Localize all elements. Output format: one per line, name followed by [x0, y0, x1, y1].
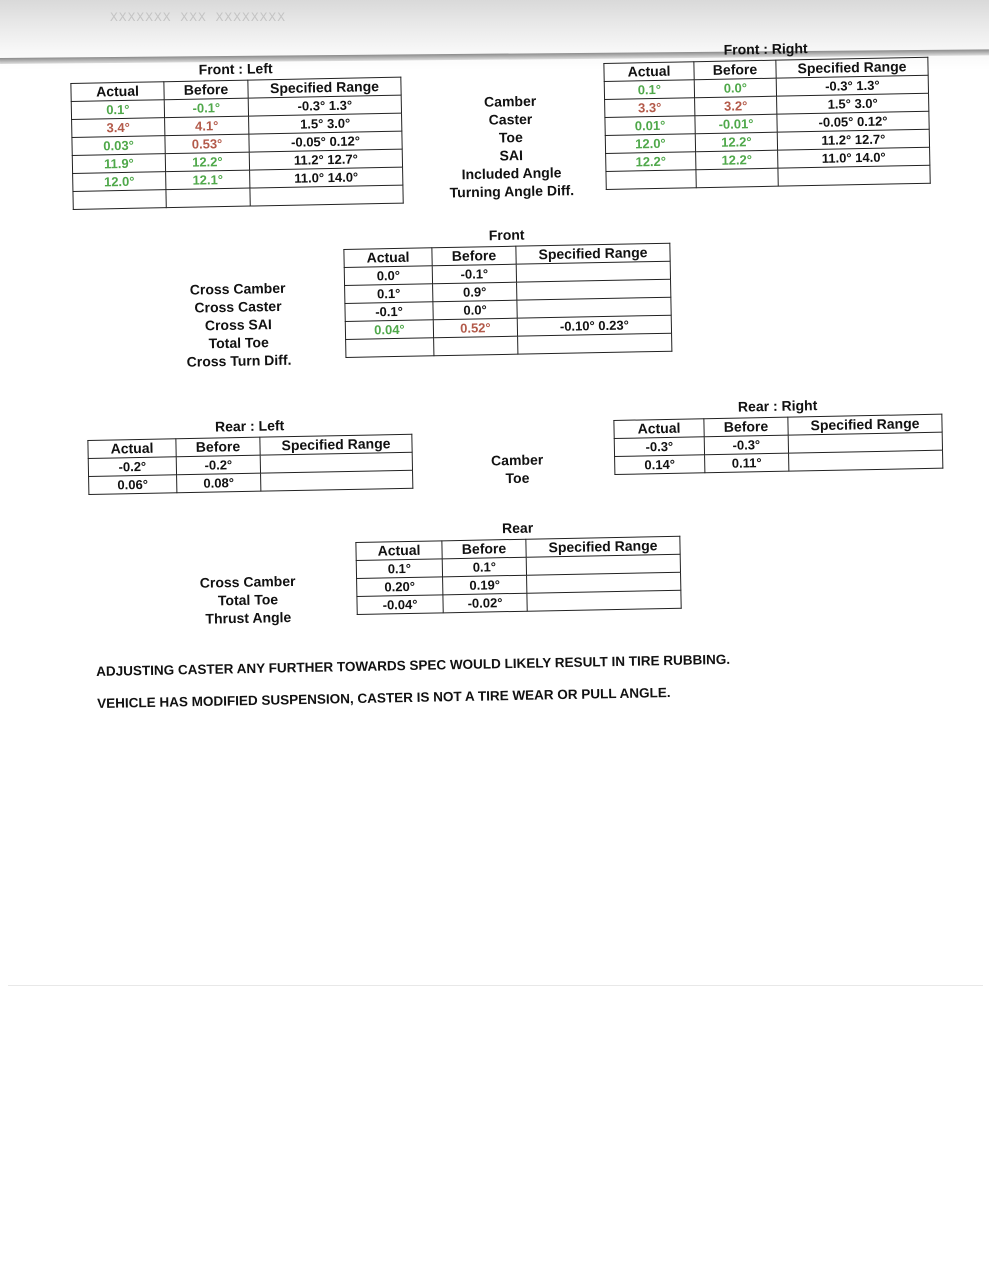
actual-cell: 3.4° — [72, 118, 165, 138]
header-actual: Actual — [356, 541, 442, 561]
actual-cell: 0.0° — [344, 266, 432, 286]
front-right-section — [603, 38, 931, 190]
actual-cell: 0.03° — [72, 136, 165, 156]
label-toe: Toe — [498, 129, 523, 146]
actual-cell: 12.0° — [605, 134, 695, 154]
header-before: Before — [442, 539, 526, 559]
range-cell — [778, 165, 930, 186]
label-cross-turn-diff: Cross Turn Diff. — [186, 351, 292, 370]
label-toe: Toe — [505, 469, 530, 487]
header-actual: Actual — [88, 439, 176, 459]
header-before: Before — [176, 437, 260, 457]
front-measurement-labels — [420, 91, 602, 202]
before-cell: 0.19° — [443, 575, 527, 595]
before-cell: 0.52° — [433, 318, 517, 338]
label-sai: SAI — [499, 147, 524, 164]
front-left-section — [70, 58, 404, 210]
before-cell: -0.01° — [695, 114, 777, 134]
label-cross-sai: Cross SAI — [204, 316, 272, 334]
header-before: Before — [704, 417, 788, 437]
actual-cell — [346, 338, 434, 358]
actual-cell: -0.3° — [614, 437, 704, 457]
before-cell: -0.1° — [432, 264, 516, 284]
actual-cell: 12.0° — [73, 172, 166, 192]
rear-left-table — [87, 434, 413, 495]
before-cell — [166, 188, 250, 208]
header-before: Before — [694, 60, 776, 80]
label-camber: Camber — [490, 451, 544, 469]
front-right-table — [603, 57, 930, 190]
before-cell — [696, 168, 778, 188]
actual-cell: -0.04° — [357, 595, 443, 615]
actual-cell: 3.3° — [605, 98, 695, 118]
range-cell: 1.5° 3.0° — [249, 113, 402, 134]
range-cell: -0.10° 0.23° — [517, 315, 671, 336]
rear-cross-labels — [185, 572, 311, 628]
page-bottom-edge — [8, 985, 983, 986]
actual-cell: 0.1° — [356, 559, 442, 579]
range-cell: 11.0° 14.0° — [778, 147, 930, 168]
actual-cell: 0.04° — [345, 320, 433, 340]
header-actual: Actual — [604, 62, 694, 82]
before-cell: -0.2° — [176, 455, 260, 475]
before-cell: 0.9° — [433, 282, 517, 302]
front-cross-table — [343, 243, 672, 358]
rear-measurement-labels — [462, 450, 573, 488]
before-cell: 0.0° — [433, 300, 517, 320]
before-cell: 0.53° — [165, 134, 249, 154]
before-cell: 3.2° — [695, 96, 777, 116]
actual-cell: 0.20° — [357, 577, 443, 597]
header-specified-range: Specified Range — [248, 77, 401, 98]
before-cell: -0.02° — [443, 593, 527, 613]
label-camber: Camber — [483, 92, 537, 110]
front-right-title: Front : Right — [723, 40, 808, 58]
range-cell: 11.0° 14.0° — [250, 167, 403, 188]
label-total-toe: Total Toe — [208, 334, 269, 352]
actual-cell: 0.1° — [71, 100, 164, 120]
label-turning-angle-diff: Turning Angle Diff. — [449, 182, 575, 201]
range-cell — [518, 333, 672, 354]
front-cross-labels — [170, 278, 307, 371]
rear-right-title: Rear : Right — [737, 397, 818, 415]
rear-right-section — [613, 395, 943, 475]
before-cell: 12.2° — [695, 132, 777, 152]
header-specified-range: Specified Range — [526, 536, 680, 557]
rear-cross-title: Rear — [501, 519, 534, 537]
rear-left-section — [87, 415, 413, 495]
before-cell: 12.2° — [696, 150, 778, 170]
label-cross-camber: Cross Camber — [189, 279, 286, 298]
actual-cell: 0.1° — [345, 284, 433, 304]
header-actual: Actual — [344, 248, 432, 268]
label-cross-camber: Cross Camber — [199, 572, 296, 591]
actual-cell — [606, 170, 696, 190]
rear-left-title: Rear : Left — [214, 417, 285, 435]
label-total-toe: Total Toe — [217, 591, 279, 609]
rear-right-table — [613, 414, 943, 475]
before-cell — [434, 336, 518, 356]
range-cell — [789, 450, 943, 471]
before-cell: 0.11° — [705, 453, 789, 473]
header-before: Before — [164, 80, 248, 100]
front-left-table — [70, 77, 403, 210]
actual-cell — [73, 190, 166, 210]
range-cell: -0.05° 0.12° — [777, 111, 929, 132]
range-cell: -0.3° 1.3° — [248, 95, 401, 116]
rear-cross-table — [355, 536, 681, 615]
front-cross-section — [343, 224, 672, 358]
front-left-title: Front : Left — [198, 60, 273, 78]
before-cell: 12.1° — [166, 170, 250, 190]
actual-cell: 11.9° — [72, 154, 165, 174]
label-included-angle: Included Angle — [461, 164, 562, 183]
header-ghost-text: XXXXXXX XXX XXXXXXXX — [110, 10, 287, 25]
actual-cell: 0.14° — [615, 455, 705, 475]
range-cell: -0.05° 0.12° — [249, 131, 402, 152]
actual-cell: -0.2° — [88, 457, 176, 477]
rear-cross-section — [355, 517, 682, 615]
actual-cell: -0.1° — [345, 302, 433, 322]
before-cell: 4.1° — [165, 116, 249, 136]
front-cross-title: Front — [488, 226, 525, 244]
range-cell — [527, 590, 681, 611]
note-modified-suspension: VEHICLE HAS MODIFIED SUSPENSION, CASTER IS NOT A TIRE WEAR OR PULL ANGLE. — [97, 684, 671, 711]
before-cell: -0.3° — [704, 435, 788, 455]
label-caster: Caster — [488, 110, 533, 128]
actual-cell: 0.06° — [89, 475, 177, 495]
actual-cell: 0.01° — [605, 116, 695, 136]
before-cell: 0.1° — [442, 557, 526, 577]
header-specified-range: Specified Range — [776, 57, 928, 78]
range-cell: 11.2° 12.7° — [249, 149, 402, 170]
header-actual: Actual — [71, 82, 164, 102]
before-cell: -0.1° — [164, 98, 248, 118]
header-before: Before — [432, 246, 516, 266]
range-cell: -0.3° 1.3° — [776, 75, 928, 96]
range-cell — [250, 185, 403, 206]
header-specified-range: Specified Range — [516, 243, 670, 264]
note-caster-rubbing: ADJUSTING CASTER ANY FURTHER TOWARDS SPEC WOULD LIKELY RESULT IN TIRE RUBBING. — [96, 651, 731, 679]
header-specified-range: Specified Range — [260, 434, 412, 455]
before-cell: 0.0° — [694, 78, 776, 98]
actual-cell: 12.2° — [606, 152, 696, 172]
before-cell: 0.08° — [177, 473, 261, 493]
range-cell — [261, 470, 413, 491]
range-cell: 11.2° 12.7° — [777, 129, 929, 150]
before-cell: 12.2° — [165, 152, 249, 172]
header-actual: Actual — [614, 419, 704, 439]
header-specified-range: Specified Range — [788, 414, 942, 435]
label-thrust-angle: Thrust Angle — [205, 608, 292, 627]
range-cell: 1.5° 3.0° — [777, 93, 929, 114]
label-cross-caster: Cross Caster — [194, 297, 282, 316]
actual-cell: 0.1° — [604, 80, 694, 100]
